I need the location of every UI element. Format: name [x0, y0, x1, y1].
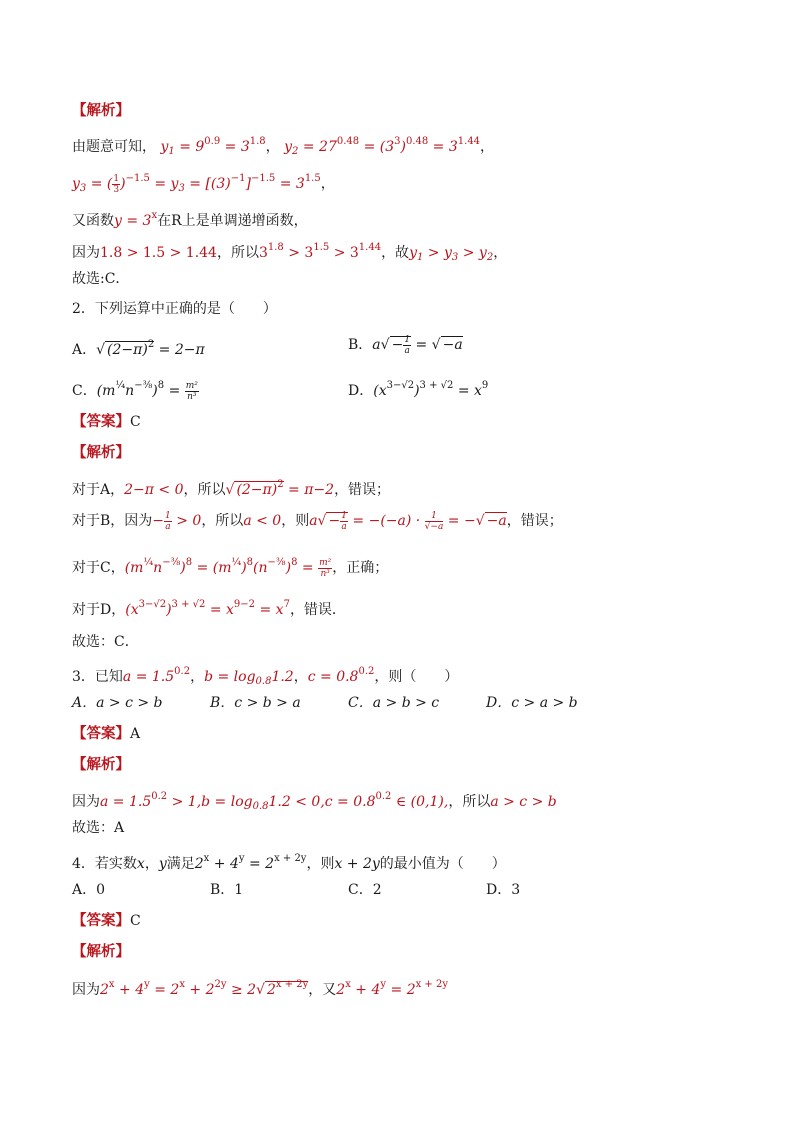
- question-4-stem: 4．若实数x，y满足$2^x + 4^y = 2^{x + 2y}$，则x + 2y的最小值为（ ）: [72, 853, 506, 872]
- q4-analysis-tag: 【解析】: [72, 943, 130, 960]
- analysis-line-4: 因为1.8 > 1.5 > 1.44，所以$3^{1.8} > 3^{1.5} > 3^{1.44}$，故$y_1 > y_3 > y_2$，: [72, 242, 508, 263]
- q3-choice: 故选：A: [72, 820, 125, 836]
- q4-answer: 【答案】C: [72, 912, 141, 929]
- analysis-line-2: $y_3$ = ( $\frac{1}{3}$ )$^{-1.5} = y_3 = [(3)^{-1}]^{-1.5} = 3^{1.5}$，: [72, 173, 335, 195]
- q3-option-d: D．c > a > b: [486, 695, 578, 711]
- q4-analysis: 因为$2^x + 4^y = 2^x + 2^{2y} \ge 2√$ $2^{x + 2y}$，又$2^x + 4^y = 2^{x + 2y}$: [72, 979, 448, 998]
- formula-result: $y_1 > y_3 > y_2$: [409, 245, 494, 263]
- q2-option-c: C．$(m^{\frac{1}{4}}n^{-\frac{3}{8}})^8$ = $\frac{\text{m²}}{\text{n³}}$: [72, 380, 198, 402]
- formula-y3: $y_3$ = ( $\frac{1}{3}$ )$^{-1.5} = y_3 = [(3)^{-1}]^{-1.5} = 3^{1.5}$: [72, 173, 321, 195]
- analysis-tag: 【解析】: [72, 102, 130, 119]
- q2-analysis-c: 对于C，$(m^{\frac{1}{4}}n^{-\frac{3}{8}})^8 = (m^{\frac{1}{4}})^8(n^{-\frac{3}{8}})^8$ = $\frac{\text{m²}}{\text{n³}}$ ，正确；: [72, 557, 389, 579]
- q2-option-d: D．$(x^{3-√2})^{3 + √2} = x^9$: [348, 380, 489, 399]
- q2-answer: 【答案】C: [72, 413, 141, 430]
- analysis-line-1: 由题意可知， $y_1 = 9^{0.9} = 3^{1.8}$， $y_2 = 27^{0.48} = (3^3)^{0.48} = 3^{1.44}$，: [72, 136, 495, 157]
- q2-analysis-b: 对于B，因为− $\frac{1}{a}$ > 0，所以a < 0，则a√ − $\frac{1}{a}$ = −(−a) · $\frac{1}{√-a}$ = −√ −a，错误；: [72, 510, 563, 532]
- q4-option-d: D．3: [486, 882, 521, 898]
- q2-option-b: B．a√ − $\frac{1}{a}$ = √ −a: [348, 334, 463, 356]
- q2-analysis-tag: 【解析】: [72, 444, 130, 461]
- q3-option-b: B．c > b > a: [210, 695, 301, 711]
- q4-option-a: A．0: [72, 882, 106, 898]
- q3-option-a: A．a > c > b: [72, 695, 163, 711]
- q2-analysis-a: 对于A，2−π < 0，所以√ $(2-\pi)^2 = \pi-2$，错误；: [72, 479, 391, 498]
- formula-y2: $y_2 = 27^{0.48} = (3^3)^{0.48} = 3^{1.44}$: [284, 136, 481, 157]
- q4-option-b: B．1: [210, 882, 244, 898]
- formula-compare: 1.8 > 1.5 > 1.44: [100, 245, 217, 261]
- analysis-line-3: 又函数$y = 3^x$在R上是单调递增函数，: [72, 210, 308, 229]
- q3-analysis-tag: 【解析】: [72, 756, 130, 773]
- choice-line-1: 故选:C．: [72, 271, 130, 287]
- q2-option-a: A．√ $(2-\pi)^2 = 2-\pi$: [72, 339, 205, 358]
- q3-analysis: 因为$a = 1.5^{0.2} > 1,b = \log_{0.8}1.2 < 0,c = 0.8^{0.2}$ ∈ (0,1),，所以a > c > b: [72, 791, 557, 812]
- question-2-stem: 2．下列运算中正确的是（ ）: [72, 301, 277, 317]
- question-3-stem: 3．已知$a = 1.5^{0.2}$，$b = \log_{0.8}1.2$，$c = 0.8^{0.2}$，则（ ）: [72, 666, 459, 687]
- q4-option-c: C．2: [348, 882, 382, 898]
- q2-analysis-d: 对于D，$(x^{3-√2})^{3 + √2} = x^{9-2} = x^7$，错误．: [72, 599, 346, 618]
- formula-powers: $3^{1.8} > 3^{1.5} > 3^{1.44}$: [258, 242, 382, 261]
- formula-exp: $y = 3^x$: [114, 210, 158, 229]
- formula-y1: $y_1 = 9^{0.9} = 3^{1.8}$: [160, 136, 266, 157]
- q3-answer: 【答案】A: [72, 725, 141, 742]
- q3-option-c: C．a > b > c: [348, 695, 440, 711]
- q2-choice: 故选：C．: [72, 634, 139, 650]
